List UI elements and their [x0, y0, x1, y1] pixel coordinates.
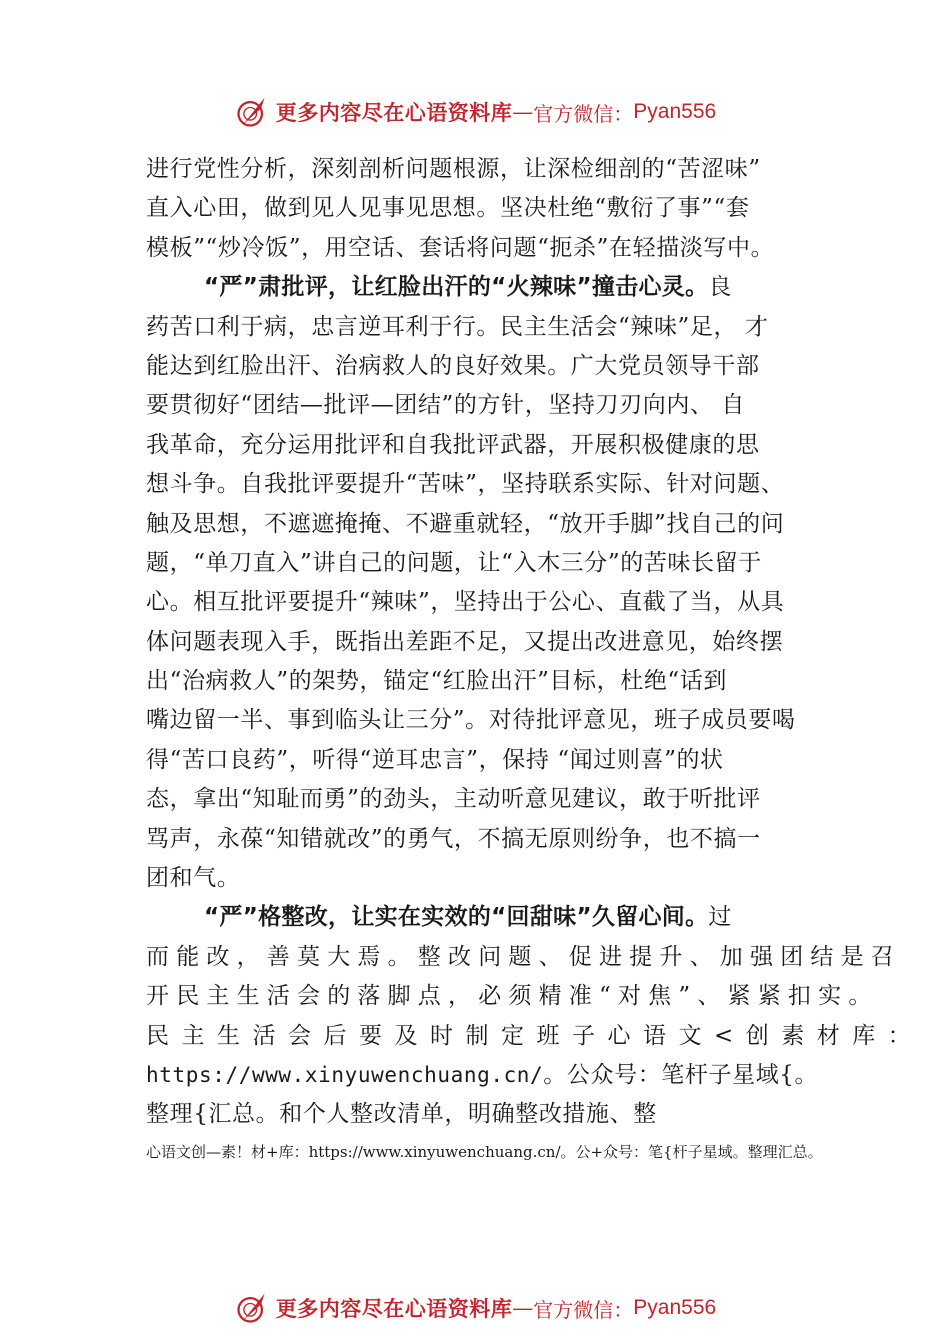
quill-logo-icon	[234, 94, 270, 130]
document-body	[146, 150, 924, 1135]
text-line: 态，拿出“知耻而勇”的劲头，主动听意见建议，敢于听批评	[146, 786, 761, 813]
banner-sub-text: 官方微信：	[533, 1297, 634, 1322]
text-line: 要贯彻好“团结—批评—团结”的方针，坚持刀刃向内、 自	[146, 392, 746, 419]
banner-wechat-id: Pyan556	[633, 1296, 717, 1319]
text-line: 心。相互批评要提升“辣味”，坚持出于公心、直截了当，从具	[146, 589, 785, 616]
header-banner	[0, 88, 950, 136]
text-line: 题，“单刀直入”讲自己的问题，让“入木三分”的苦味长留于	[146, 549, 762, 576]
banner-sub-text: 官方微信：	[533, 101, 634, 126]
text-line: 触及思想，不遮遮掩掩、不避重就轻，“放开手脚”找自己的问	[146, 510, 785, 537]
text-line: 我革命，充分运用批评和自我批评武器，开展积极健康的思	[146, 431, 760, 458]
text-line: 能达到红脸出汗、治病救人的良好效果。广大党员领导干部	[146, 352, 760, 379]
text-line: 出“治病救人”的架势，锚定“红脸出汗”目标，杜绝“话到	[146, 668, 727, 695]
text-line: 整理{汇总。和个人整改清单，明确整改措施、整	[146, 1101, 657, 1128]
quill-logo-icon	[234, 1290, 270, 1326]
text-line: 模板”“炒冷饭”，用空话、套话将问题“扼杀”在轻描淡写中。	[146, 234, 775, 261]
banner-wechat-id: Pyan556	[633, 100, 717, 123]
heading-rest: 过	[708, 904, 732, 931]
text-line: 民主生活会后要及时制定班子心语文<创素材库：	[146, 1022, 924, 1049]
text-line: 骂声，永葆“知错就改”的勇气，不搞无原则纷争，也不搞一	[146, 825, 761, 852]
text-line: 团和气。	[146, 865, 241, 892]
text-line: 开民主生活会的落脚点，必须精准“对焦”、紧紧扣实。	[146, 983, 879, 1010]
text-line: 嘴边留一半、事到临头让三分”。对待批评意见，班子成员要喝	[146, 707, 796, 734]
banner-dash: —	[512, 1296, 534, 1320]
url-line-rest: 。公众号：笔杆子星域{。	[543, 1061, 819, 1088]
banner-main-text: 更多内容尽在心语资料库	[275, 100, 513, 125]
heading-rest: 良	[708, 274, 732, 301]
banner-main-text: 更多内容尽在心语资料库	[275, 1296, 513, 1321]
text-line: 药苦口利于病，忠言逆耳利于行。民主生活会“辣味”足， 才	[146, 313, 769, 340]
website-url: https://www.xinyuwenchuang.cn/	[146, 1062, 544, 1087]
text-line: 直入心田，做到见人见事见思想。坚决杜绝“敷衍了事”“套	[146, 195, 750, 222]
text-line: 想斗争。自我批评要提升“苦味”，坚持联系实际、针对问题、	[146, 471, 785, 498]
text-line: 得“苦口良药”，听得“逆耳忠言”，保持 “闻过则喜”的状	[146, 746, 724, 773]
text-line: 而能改，善莫大焉。整改问题、促进提升、加强团结是召	[146, 943, 901, 970]
banner-dash: —	[512, 100, 534, 124]
text-line: 体问题表现入手，既指出差距不足，又提出改进意见，始终摆	[146, 628, 784, 655]
section-heading-rectification	[146, 898, 816, 937]
section-heading-criticism	[146, 268, 816, 307]
url-line	[146, 1056, 819, 1095]
heading-bold: “严”格整改，让实在实效的“回甜味”久留心间。	[204, 904, 709, 931]
footer-note: 心语文创—素！材+库：https://www.xinyuwenchuang.cn/。公+众号：笔{杆子星域。整理汇总。	[146, 1143, 823, 1161]
text-line: 进行党性分析，深刻剖析问题根源，让深检细剖的“苦涩味”	[146, 156, 761, 182]
heading-bold: “严”肃批评，让红脸出汗的“火辣味”撞击心灵。	[204, 274, 709, 301]
footer-banner	[0, 1284, 950, 1332]
